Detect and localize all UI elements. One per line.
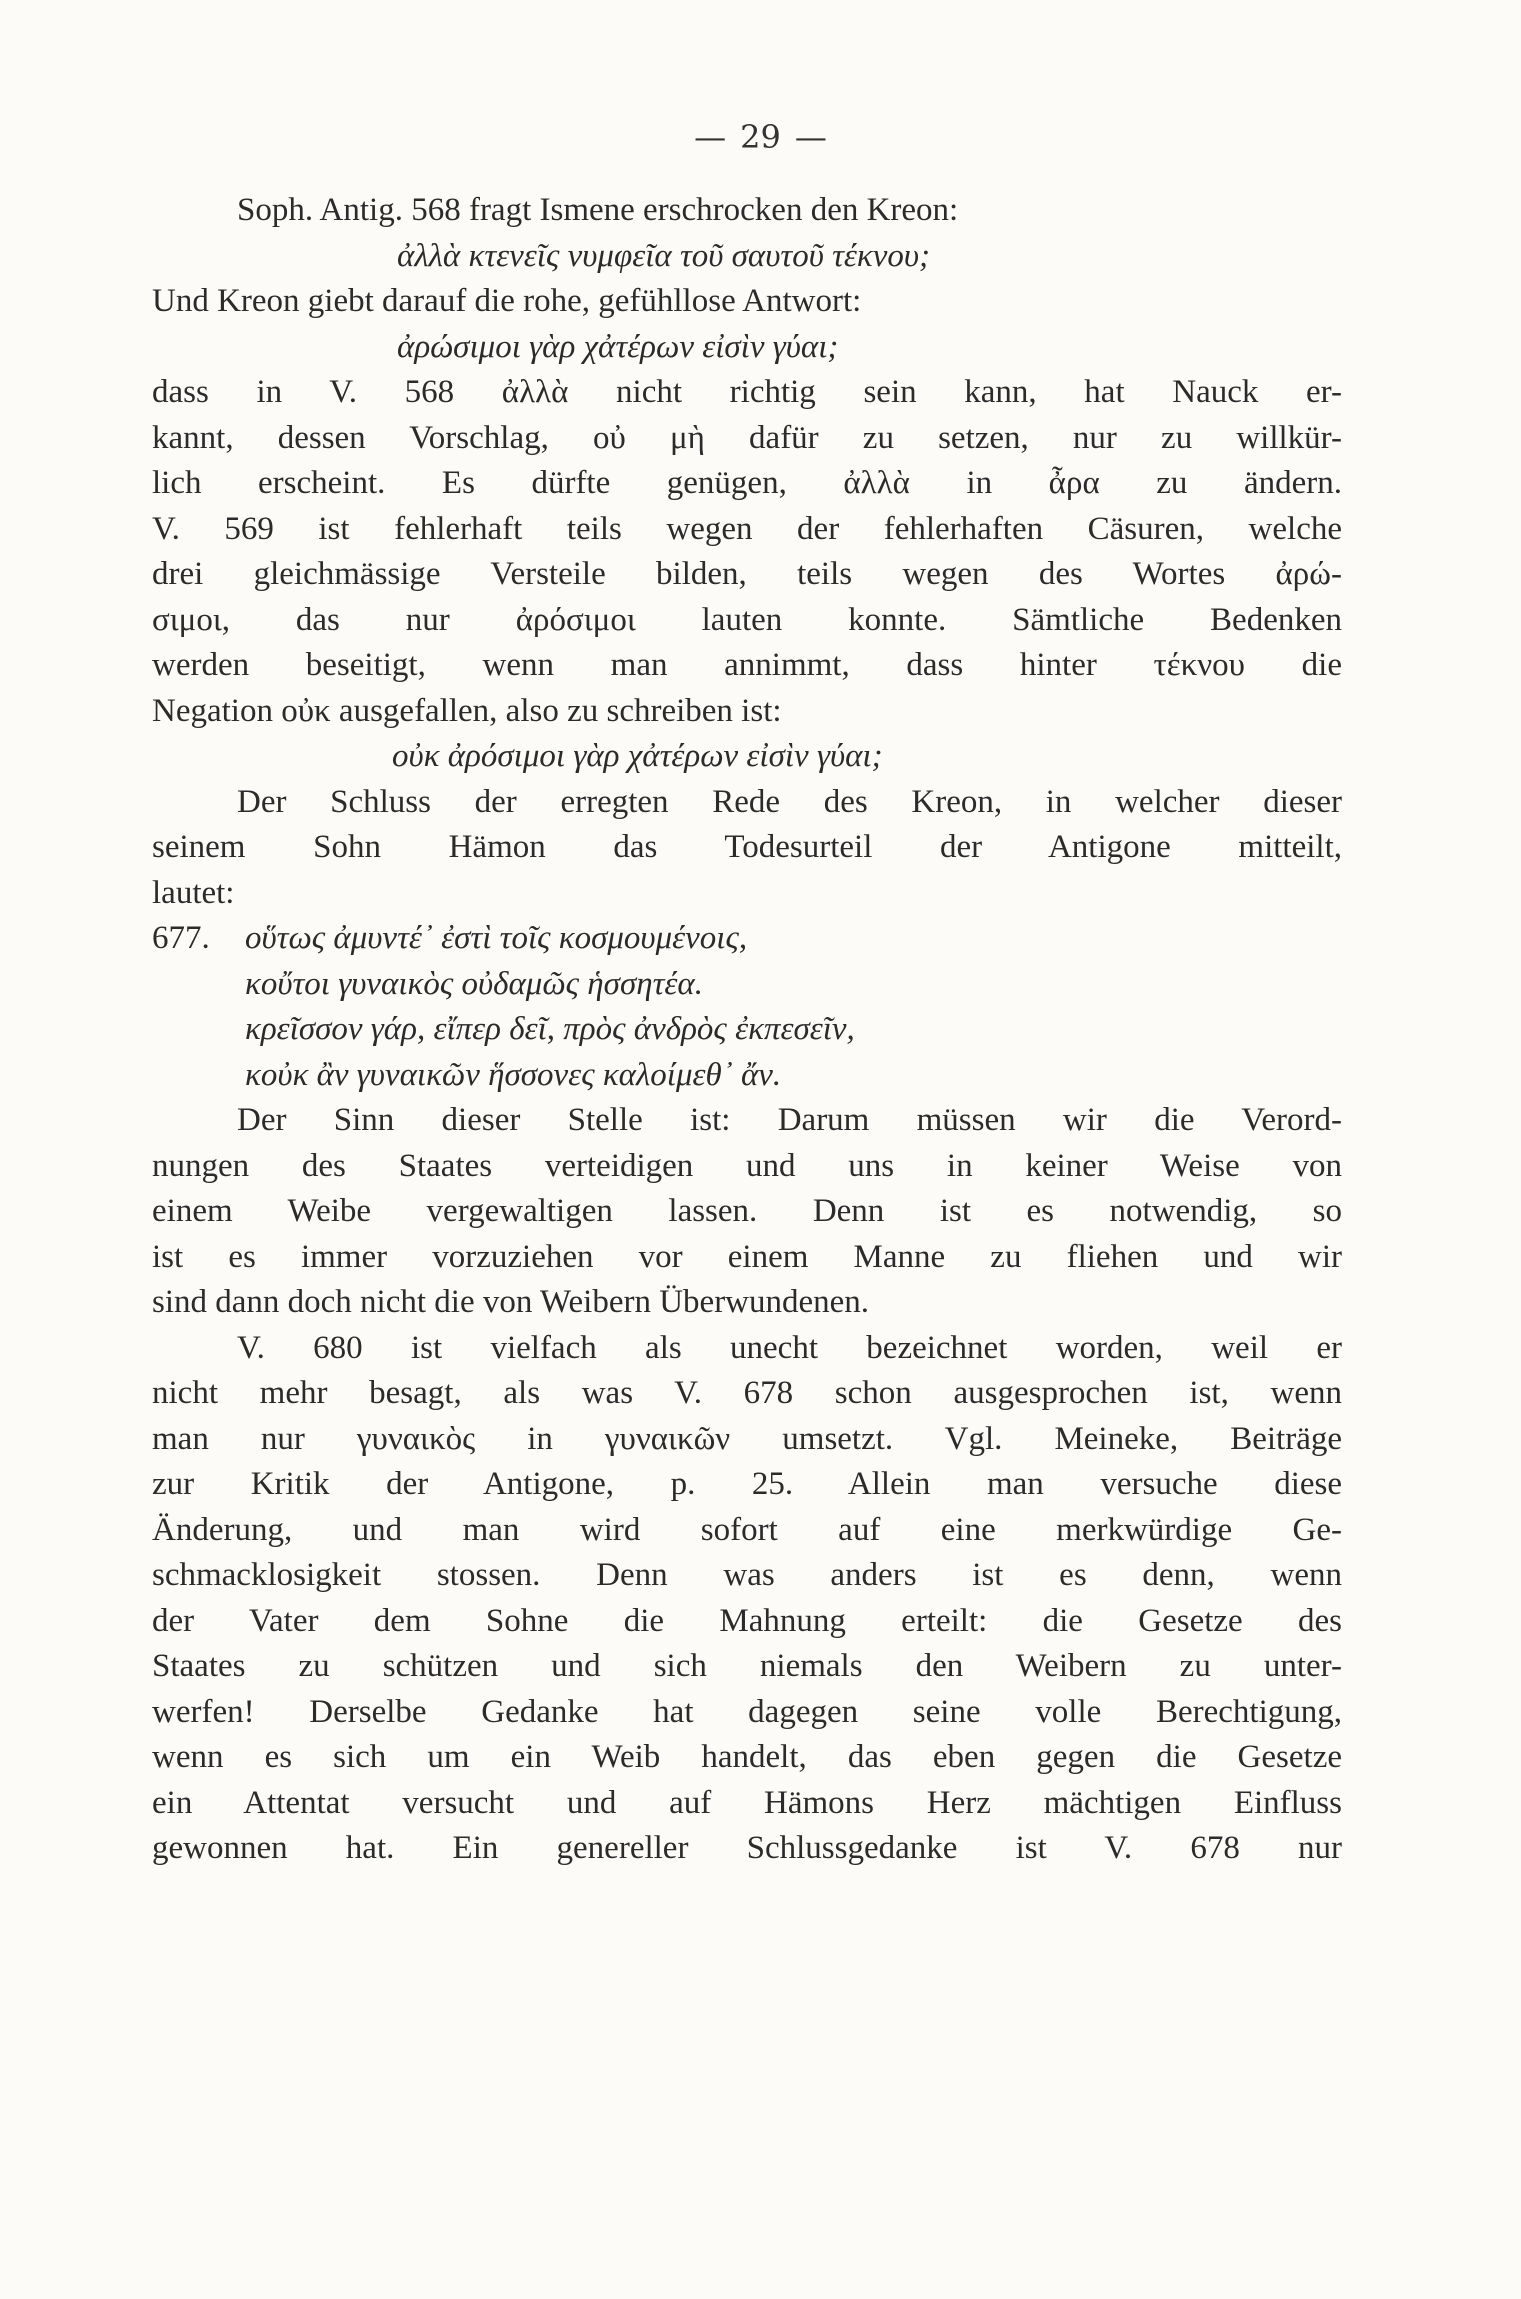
paragraph-line: V. 680 ist vielfach als unecht bezeichnet worden, weil er	[237, 1329, 1342, 1366]
verse-line: κοὔτοι γυναικὸς οὐδαμῶς ἡσσητέα.	[245, 965, 703, 1002]
paragraph-line: gewonnen hat. Ein genereller Schlussgedanke ist V. 678 nur	[152, 1830, 1342, 1866]
paragraph-line: nicht mehr besagt, als was V. 678 schon ausgesprochen ist, wenn	[152, 1375, 1342, 1411]
paragraph-line: dass in V. 568 ἀλλὰ nicht richtig sein kann, hat Nauck er-	[152, 374, 1342, 410]
paragraph-line: kannt, dessen Vorschlag, οὐ μὴ dafür zu setzen, nur zu willkür-	[152, 419, 1342, 456]
paragraph-line: Negation οὐκ ausgefallen, also zu schreiben ist:	[152, 692, 782, 729]
page-number: — 29 —	[694, 118, 827, 156]
paragraph-line: der Vater dem Sohne die Mahnung erteilt: die Gesetze des	[152, 1602, 1342, 1639]
paragraph-line: Staates zu schützen und sich niemals den Weibern zu unter-	[152, 1648, 1342, 1684]
paragraph-line: sind dann doch nicht die von Weibern Überwundenen.	[152, 1284, 870, 1320]
paragraph-line: V. 569 ist fehlerhaft teils wegen der fehlerhaften Cäsuren, welche	[152, 510, 1342, 547]
verse-line: κοὐκ ἂν γυναικῶν ἥσσονες καλοίμεθ᾽ ἄν.	[245, 1056, 782, 1093]
paragraph-line: wenn es sich um ein Weib handelt, das eben gegen die Gesetze	[152, 1739, 1342, 1775]
greek-quote: οὐκ ἀρόσιμοι γὰρ χἀτέρων εἰσὶν γύαι;	[392, 738, 883, 774]
paragraph-line: ein Attentat versucht und auf Hämons Herz mächtigen Einfluss	[152, 1784, 1342, 1821]
greek-quote: ἀλλὰ κτενεῖς νυμφεῖα τοῦ σαυτοῦ τέκνου;	[397, 237, 931, 274]
paragraph-line: man nur γυναικὸς in γυναικῶν umsetzt. Vgl. Meineke, Beiträge	[152, 1420, 1342, 1457]
paragraph-line: σιμοι, das nur ἀρόσιμοι lauten konnte. Sämtliche Bedenken	[152, 601, 1342, 638]
paragraph-line: lautet:	[152, 874, 235, 911]
paragraph-line: seinem Sohn Hämon das Todesurteil der Antigone mitteilt,	[152, 829, 1342, 865]
paragraph-line: zur Kritik der Antigone, p. 25. Allein man versuche diese	[152, 1466, 1342, 1502]
greek-quote: ἀρώσιμοι γὰρ χἀτέρων εἰσὶν γύαι;	[397, 328, 839, 365]
paragraph-line: schmacklosigkeit stossen. Denn was anders ist es denn, wenn	[152, 1557, 1342, 1593]
paragraph-line: ist es immer vorzuziehen vor einem Manne zu fliehen und wir	[152, 1238, 1342, 1275]
paragraph-line: Und Kreon giebt darauf die rohe, gefühllose Antwort:	[152, 283, 862, 319]
paragraph-line: werden beseitigt, wenn man annimmt, dass hinter τέκνου die	[152, 647, 1342, 683]
paragraph-line: Änderung, und man wird sofort auf eine merkwürdige Ge-	[152, 1511, 1342, 1548]
paragraph-line: Der Schluss der erregten Rede des Kreon, in welcher dieser	[237, 783, 1342, 820]
paragraph-line: lich erscheint. Es dürfte genügen, ἀλλὰ in ἆρα zu ändern.	[152, 465, 1342, 501]
paragraph-line: Der Sinn dieser Stelle ist: Darum müssen wir die Verord-	[237, 1102, 1342, 1138]
verse-number: 677.	[152, 920, 210, 956]
paragraph-line: einem Weibe vergewaltigen lassen. Denn ist es notwendig, so	[152, 1193, 1342, 1229]
verse-text: οὕτως ἀμυντέ᾽ ἐστὶ τοῖς κοσμουμένοις,	[245, 920, 748, 956]
paragraph-line: Soph. Antig. 568 fragt Ismene erschrocken den Kreon:	[237, 192, 959, 228]
page-number-value: 29	[740, 118, 781, 156]
paragraph-line: nungen des Staates verteidigen und uns in keiner Weise von	[152, 1147, 1342, 1184]
verse-line	[152, 916, 1342, 962]
paragraph-line: werfen! Derselbe Gedanke hat dagegen seine volle Berechtigung,	[152, 1693, 1342, 1730]
paragraph-line: drei gleichmässige Versteile bilden, teils wegen des Wortes ἀρώ-	[152, 556, 1342, 592]
verse-line: κρεῖσσον γάρ, εἴπερ δεῖ, πρὸς ἀνδρὸς ἐκπεσεῖν,	[245, 1011, 855, 1047]
body-text	[152, 188, 1342, 1872]
